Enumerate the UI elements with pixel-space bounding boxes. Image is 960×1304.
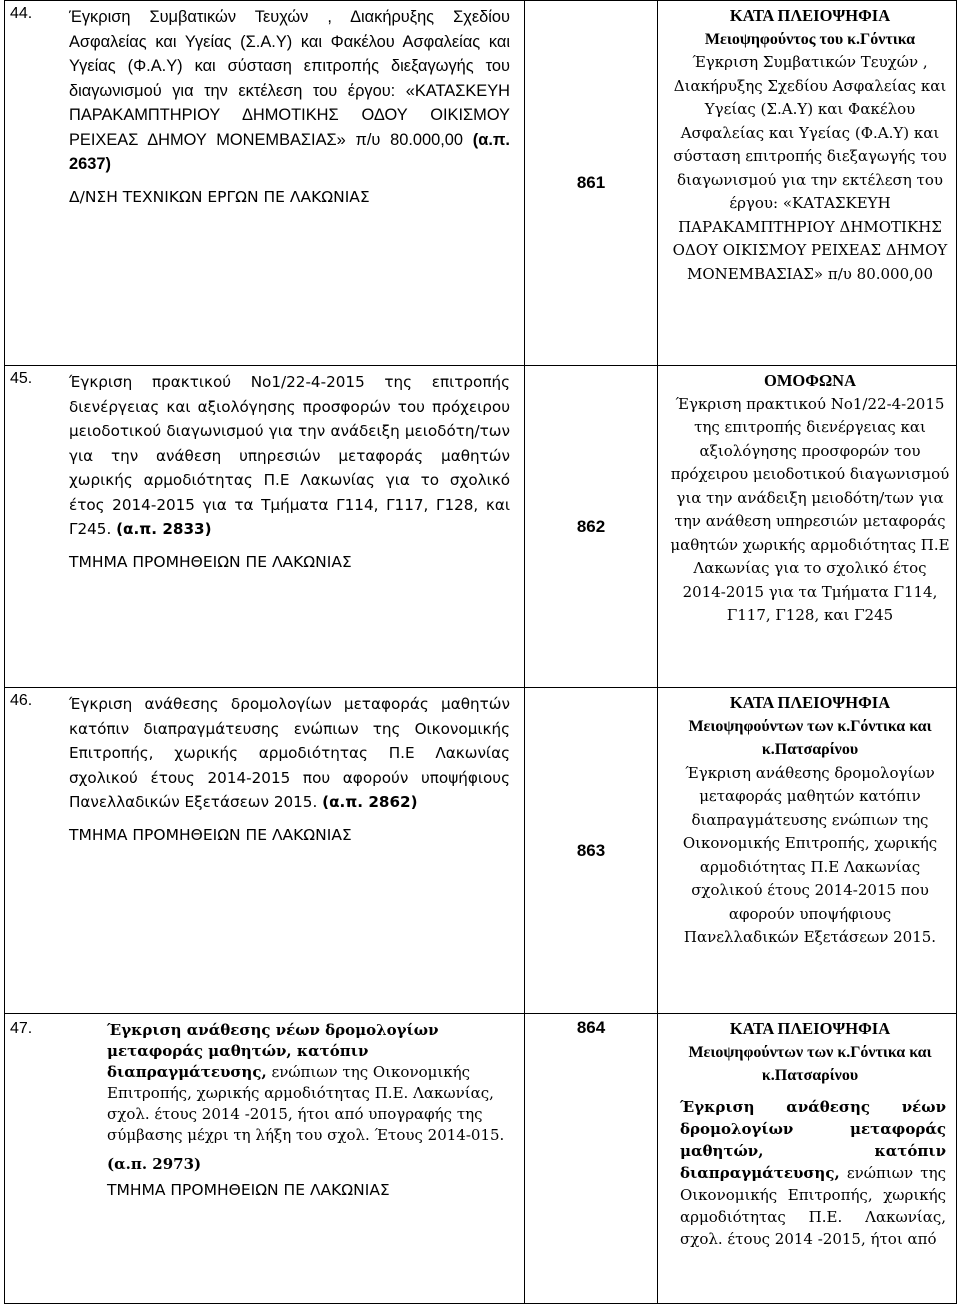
vote-result: ΚΑΤΑ ΠΛΕΙΟΨΗΦΙΑ [729,1019,891,1038]
item-ref: (α.π. 2973) [107,1155,202,1173]
decision-number: 863 [576,840,606,860]
item-ref: (α.π. 2862) [322,793,418,811]
decision-cell [658,366,957,688]
vote-detail: Μειοψηφούντων των κ.Γόντικα και κ.Πατσαρίνου [688,1043,932,1084]
item-number: 46. [10,692,33,709]
decision-text-bold: Έγκριση ανάθεσης νέων δρομολογίων μεταφοράς μαθητών, κατόπιν διαπραγμάτευσης, [680,1097,946,1182]
item-ref: (α.π. 2833) [116,520,212,538]
item-cell [5,366,525,688]
item-number: 45. [10,370,33,387]
decision-cell [658,688,957,1014]
vote-result: ΚΑΤΑ ΠΛΕΙΟΨΗΦΙΑ [729,6,891,25]
item-department: ΤΜΗΜΑ ΠΡΟΜΗΘΕΙΩΝ ΠΕ ΛΑΚΩΝΙΑΣ [69,552,352,571]
item-department: ΤΜΗΜΑ ΠΡΟΜΗΘΕΙΩΝ ΠΕ ΛΑΚΩΝΙΑΣ [69,825,352,844]
item-number: 44. [10,5,33,22]
vote-result: ΚΑΤΑ ΠΛΕΙΟΨΗΦΙΑ [729,693,891,712]
decision-number-cell [525,1,658,366]
table-row [5,366,957,688]
decision-text: Έγκριση ανάθεσης δρομολογίων μεταφοράς μαθητών κατόπιν διαπραγμάτευσης ενώπιων της Οικονομικής Επιτροπής, χωρικής αρμοδιότητας Π.Ε Λακωνίας σχολικού έτους 2014-2015 που αφορούν υποψήφιους Πανελλαδικών Εξετάσεων 2015. [682,763,938,946]
decision-text: Έγκριση Συμβατικών Τευχών , Διακήρυξης Σχεδίου Ασφαλείας και Υγείας (Σ.Α.Υ) και Φακέλου Ασφαλείας και Υγείας (Φ.Α.Υ) και σύσταση επιτροπής διεξαγωγής του διαγωνισμού για την εκτέλεση του έργου: «ΚΑΤΑΣΚΕΥΗ ΠΑΡΑΚΑΜΠΤΗΡΙΟΥ ΔΗΜΟΤΙΚΗΣ ΟΔΟΥ ΟΙΚΙΣΜΟΥ ΡΕΙΧΕΑΣ ΔΗΜΟΥ ΜΟΝΕΜΒΑΣΙΑΣ» π/υ 80.000,00 [672,53,948,283]
table-row [5,688,957,1014]
item-text: Έγκριση πρακτικού Νο1/22-4-2015 της επιτροπής διενέργειας και αξιολόγησης προσφορών του πρόχειρου μειοδοτικού διαγωνισμού για την ανάδειξη μειοδότη/των για την ανάθεση υπηρεσιών μεταφοράς μαθητών χωρικής αρμοδιότητας Π.Ε Λακωνίας για το σχολικό έτος 2014-2015 για τα Τμήματα Γ114, Γ117, Γ128, και Γ245. [69,373,510,538]
item-cell [5,688,525,1014]
item-text: Έγκριση ανάθεσης δρομολογίων μεταφοράς μαθητών κατόπιν διαπραγμάτευσης ενώπιων της Οικονομικής Επιτροπής, χωρικής αρμοδιότητας Π.Ε Λακωνίας σχολικού έτους 2014-2015 που αφορούν υποψήφιους Πανελλαδικών Εξετάσεων 2015. [69,695,510,811]
vote-result: ΟΜΟΦΩΝΑ [764,371,856,390]
decision-number: 862 [576,516,606,536]
table-row [5,1014,957,1304]
decision-text: ενώπιων της Οικονομικής Επιτροπής, χωρικής αρμοδιότητας Π.Ε. Λακωνίας, σχολ. έτους 2014 -2015, ήτοι από [680,1163,946,1248]
decision-number-cell [525,366,658,688]
item-text: Έγκριση Συμβατικών Τευχών , Διακήρυξης Σχεδίου Ασφαλείας και Υγείας (Σ.Α.Υ) και Φακέλου Ασφαλείας και Υγείας (Φ.Α.Υ) και σύσταση επιτροπής διεξαγωγής του διαγωνισμού για την εκτέλεση του έργου: «ΚΑΤΑΣΚΕΥΗ ΠΑΡΑΚΑΜΠΤΗΡΙΟΥ ΔΗΜΟΤΙΚΗΣ ΟΔΟΥ ΟΙΚΙΣΜΟΥ ΡΕΙΧΕΑΣ ΔΗΜΟΥ ΜΟΝΕΜΒΑΣΙΑΣ» π/υ 80.000,00 [69,8,510,149]
item-number: 47. [10,1020,33,1037]
vote-detail: Μειοψηφούντος του κ.Γόντικα [704,30,916,48]
item-text-bold: Έγκριση ανάθεσης νέων δρομολογίων μεταφοράς μαθητών, κατόπιν διαπραγμάτευσης, [107,1021,439,1081]
item-text: ενώπιων της Οικονομικής Επιτροπής, χωρικής αρμοδιότητας Π.Ε. Λακωνίας, σχολ. έτους 2014 -2015, ήτοι από υπογραφής της σύμβασης μέχρι τη λήξη του σχολ. Έτους 2014-015. [107,1063,505,1144]
decision-cell [658,1014,957,1304]
vote-detail: Μειοψηφούντων των κ.Γόντικα και κ.Πατσαρίνου [688,717,932,758]
item-cell [5,1,525,366]
decision-number-cell [525,688,658,1014]
decision-number-cell [525,1014,658,1304]
item-department: Δ/ΝΣΗ ΤΕΧΝΙΚΩΝ ΕΡΓΩΝ ΠΕ ΛΑΚΩΝΙΑΣ [69,187,370,206]
decision-text: Έγκριση πρακτικού Νο1/22-4-2015 της επιτροπής διενέργειας και αξιολόγησης προσφορών του πρόχειρου μειοδοτικού διαγωνισμού για την ανάδειξη μειοδότη/των για την ανάθεση υπηρεσιών μεταφοράς μαθητών χωρικής αρμοδιότητας Π.Ε Λακωνίας για το σχολικό έτος 2014-2015 για τα Τμήματα Γ114, Γ117, Γ128, και Γ245 [670,394,950,624]
item-department: ΤΜΗΜΑ ΠΡΟΜΗΘΕΙΩΝ ΠΕ ΛΑΚΩΝΙΑΣ [107,1181,390,1199]
item-ref: (α.π. 2637) [69,130,510,173]
table-row [5,1,957,366]
decision-number: 864 [576,1018,606,1037]
decision-cell [658,1,957,366]
agenda-table [4,0,957,1304]
decision-number: 861 [576,173,606,192]
item-cell [5,1014,525,1304]
